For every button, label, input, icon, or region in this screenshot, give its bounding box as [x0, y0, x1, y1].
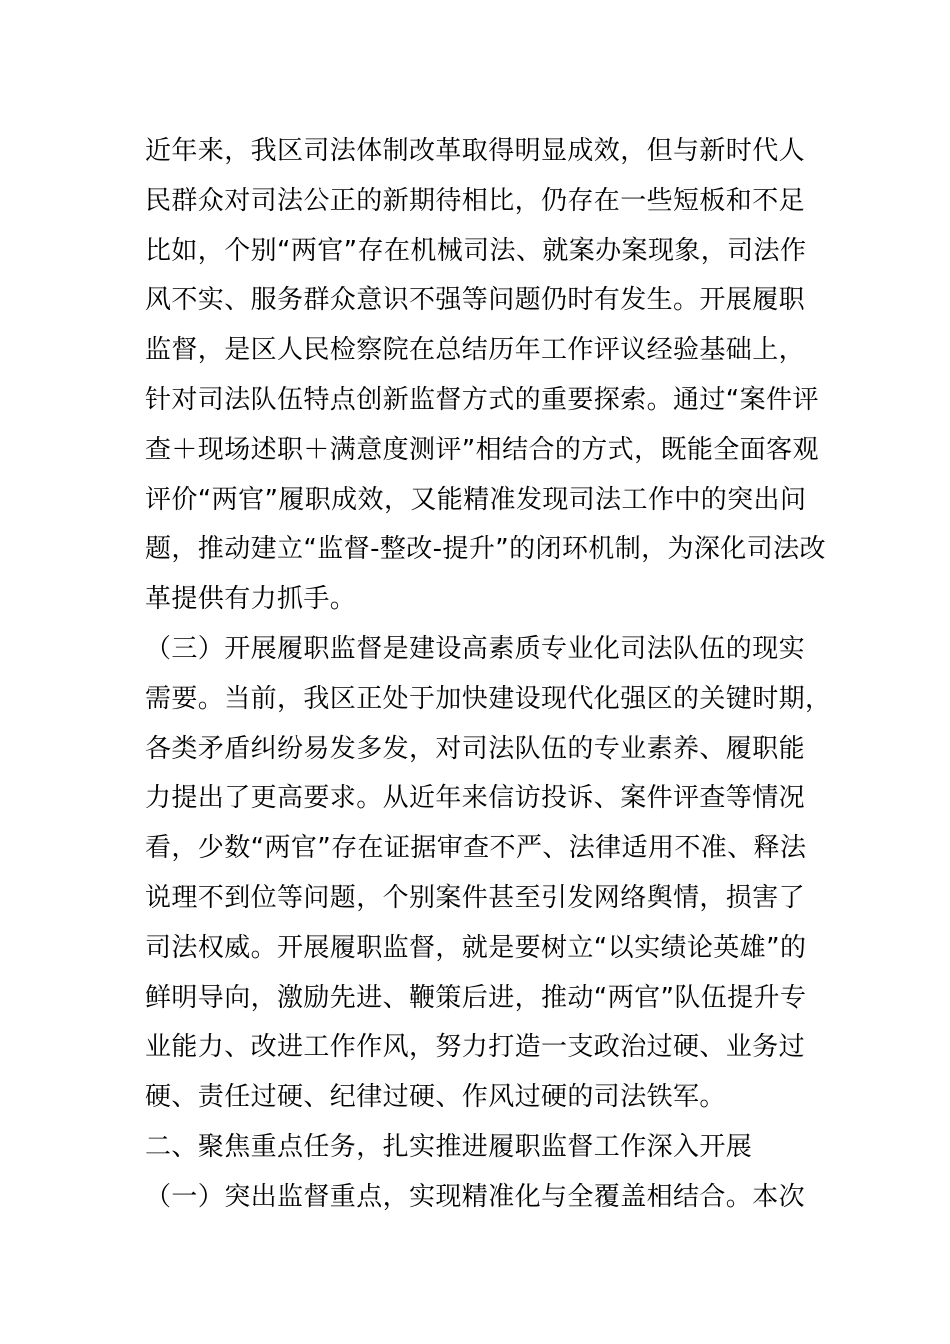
- text-line-6: 针对司法队伍特点创新监督方式的重要探索。通过“案件评: [145, 384, 819, 415]
- text-line-18: 鲜明导向，激励先进、鞭策后进，推动“两官”队伍提升专: [145, 982, 807, 1013]
- text-line-20: 硬、责任过硬、纪律过硬、作风过硬的司法铁军。: [145, 1082, 726, 1113]
- text-line-19: 业能力、改进工作作风，努力打造一支政治过硬、业务过: [145, 1032, 806, 1063]
- text-line-15: 看，少数“两官”存在证据审查不严、法律适用不准、释法: [145, 833, 807, 864]
- text-line-2: 民群众对司法公正的新期待相比，仍存在一些短板和不足: [145, 185, 806, 216]
- text-line-8: 评价“两官”履职成效，又能精准发现司法工作中的突出问: [145, 484, 807, 515]
- text-line-16: 说理不到位等问题，个别案件甚至引发网络舆情，损害了: [145, 882, 806, 913]
- text-line-13: 各类矛盾纠纷易发多发，对司法队伍的专业素养、履职能: [145, 733, 806, 764]
- section-heading-3: （三）开展履职监督是建设高素质专业化司法队伍的现实: [145, 633, 806, 664]
- text-line-5: 监督，是区人民检察院在总结历年工作评议经验基础上，: [145, 335, 806, 366]
- text-line-1: 近年来，我区司法体制改革取得明显成效，但与新时代人: [145, 136, 806, 166]
- chapter-heading-2: 二、聚焦重点任务，扎实推进履职监督工作深入开展: [145, 1131, 753, 1162]
- text-line-12: 需要。当前，我区正处于加快建设现代化强区的关键时期，: [145, 683, 832, 714]
- section-heading-1: （一）突出监督重点，实现精准化与全覆盖相结合。本次: [145, 1181, 806, 1212]
- text-line-17: 司法权威。开展履职监督，就是要树立“以实绩论英雄”的: [145, 932, 807, 963]
- text-line-10: 革提供有力抓手。: [145, 584, 357, 615]
- text-line-3: 比如，个别“两官”存在机械司法、就案办案现象，司法作: [145, 235, 807, 266]
- document-body: [145, 127, 845, 1223]
- text-line-14: 力提出了更高要求。从近年来信访投诉、案件评查等情况: [145, 783, 806, 814]
- text-line-7: 查＋现场述职＋满意度测评”相结合的方式，既能全面客观: [145, 434, 819, 465]
- text-line-9: 题，推动建立“监督-整改-提升”的闭环机制，为深化司法改: [145, 534, 826, 565]
- text-line-4: 风不实、服务群众意识不强等问题仍时有发生。开展履职: [145, 285, 806, 316]
